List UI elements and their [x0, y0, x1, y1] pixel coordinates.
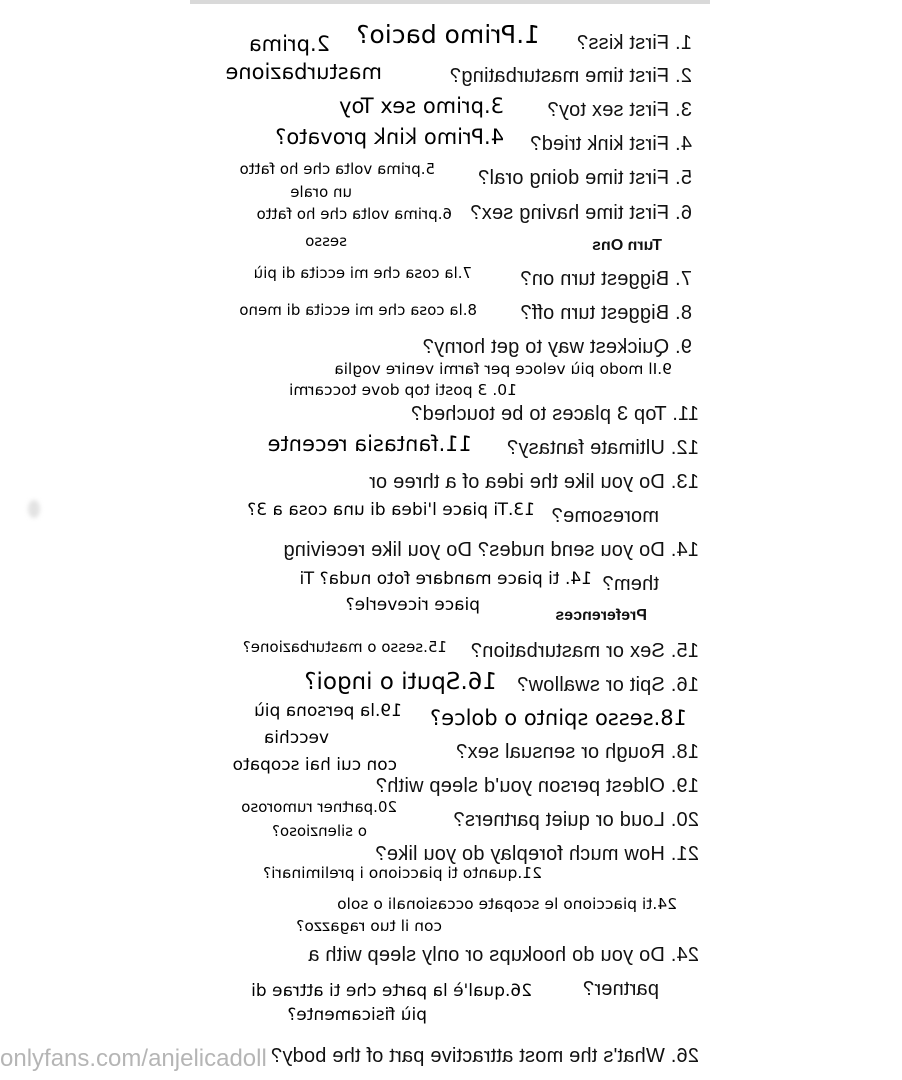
answer-11: 11.fantasia recente [267, 432, 472, 456]
question-19: 19. Oldest person you'd sleep with? [375, 775, 699, 797]
question-9: 9. Quickest way to get horny? [422, 336, 692, 358]
question-12: 12. Ultimate fantasy? [506, 437, 699, 459]
answer-7: 7.la cosa che mi eccita di più [253, 264, 472, 282]
answer-20: 20.partner rumoroso [241, 798, 397, 816]
answer-15: 15.sesso o masturbazione? [242, 638, 447, 656]
heading-turn-ons: Turn Ons [592, 237, 662, 254]
answer-8: 8.la cosa che mi eccita di meno [239, 301, 477, 319]
answer-14-continued: piace riceverle? [345, 595, 480, 615]
question-8: 8. Biggest turn off? [520, 302, 692, 324]
answer-5-continued: un orale [290, 183, 352, 201]
question-1: 1. First kiss? [576, 32, 692, 54]
answer-10: 10. 3 posti top dove toccarmi [289, 381, 517, 399]
question-5: 5. First time doing oral? [478, 167, 692, 189]
question-16: 16. Spit or swallow? [517, 674, 699, 696]
answer-2-start: 2.prima [248, 32, 330, 56]
question-13-continued: moresome? [551, 505, 659, 527]
question-26: 26. What's the most attractive part of the body? [270, 1045, 699, 1067]
answer-3: 3.primo sex Toy [339, 94, 504, 118]
question-21: 21. How much foreplay do you like? [375, 843, 699, 865]
question-20: 20. Loud or quiet partners? [453, 809, 699, 831]
heading-preferences: Preferences [555, 607, 647, 624]
answer-26: 26.qual'è la parte che ti attrae di [251, 981, 532, 1001]
question-24-continued: partner? [582, 978, 659, 1000]
answer-24: 24.ti piacciono le scopate occasionali o solo [337, 895, 677, 913]
top-divider [190, 0, 710, 4]
answer-6: 6.prima volta che ho fatto [256, 205, 452, 223]
question-6: 6. First time having sex? [470, 202, 692, 224]
answer-5: 5.prima volta che ho fatto [239, 160, 435, 178]
question-24: 24. Do you do hookups or only sleep with a [308, 944, 699, 966]
watermark: onlyfans.com/anjelicadoll [0, 1045, 267, 1072]
answer-21: 21.quanto ti piacciono i preliminari? [262, 864, 542, 882]
question-18: 18. Rough or sensual sex? [456, 741, 699, 763]
answer-13: 13.Ti piace l'idea di una cosa a 3? [247, 500, 535, 520]
answer-20-continued: o silenzioso? [271, 822, 367, 840]
answer-16: 16.Sputi o ingoi? [304, 669, 497, 695]
answer-19: 19.la persona più [254, 701, 402, 721]
question-7: 7. Biggest turn on? [520, 268, 692, 290]
question-15: 15. Sex or masturbation? [470, 640, 699, 662]
answer-1: 1.Primo bacio? [356, 20, 540, 49]
answer-9: 9.Il modo più veloce per farmi venire voglia [334, 360, 672, 378]
question-4: 4. First kink tried? [530, 133, 692, 155]
answer-19-continued: vecchia [263, 728, 329, 748]
question-3: 3. First sex toy? [547, 99, 692, 121]
answer-26-continued: più fisicamente? [287, 1005, 427, 1025]
scan-smudge [28, 500, 40, 518]
question-13: 13. Do you like the idea of a three or [368, 471, 699, 493]
question-11: 11. Top 3 places to be touched? [411, 403, 699, 425]
answer-24-continued: con il tuo ragazzo? [296, 917, 442, 935]
question-14-continued: them? [602, 573, 659, 595]
answer-19-end: con cui hai scopato [232, 755, 397, 775]
question-14: 14. Do you send nudes? Do you like receiving [283, 539, 699, 561]
question-2: 2. First time masturbating? [449, 65, 692, 87]
answer-14: 14. ti piace mandare foto nuda? Ti [299, 569, 592, 589]
answer-18: 18.sesso spinto o dolce? [430, 706, 687, 730]
answer-4: 4.Primo kink provato? [275, 125, 504, 149]
answer-2: masturbazione [225, 60, 382, 84]
answer-6-continued: sesso [305, 232, 347, 250]
